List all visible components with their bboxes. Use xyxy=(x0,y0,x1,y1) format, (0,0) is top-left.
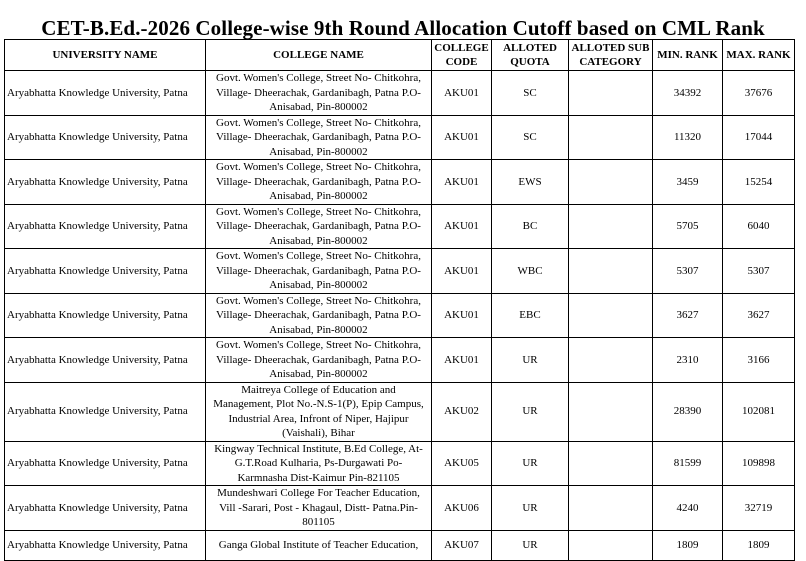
header-max-rank: MAX. RANK xyxy=(723,40,795,71)
alloted-sub-category-cell xyxy=(569,441,653,486)
alloted-quota-cell: EWS xyxy=(492,160,569,205)
max-rank-cell: 37676 xyxy=(723,71,795,116)
college-name-line: Govt. Women's College, Street No- Chitkohra, xyxy=(216,161,421,173)
college-code-cell: AKU01 xyxy=(432,160,492,205)
college-name-cell xyxy=(206,441,432,486)
college-name-cell xyxy=(206,486,432,531)
college-name-line: Anisabad, Pin-800002 xyxy=(269,323,368,336)
table-row xyxy=(5,338,795,383)
min-rank-cell: 3459 xyxy=(653,160,723,205)
college-name-line: Kingway Technical Institute, B.Ed College, At- xyxy=(214,442,423,455)
min-rank-cell: 5705 xyxy=(653,204,723,249)
table-row xyxy=(5,204,795,249)
max-rank-cell: 5307 xyxy=(723,249,795,294)
college-name-line: Anisabad, Pin-800002 xyxy=(269,234,368,247)
alloted-quota-cell: UR xyxy=(492,530,569,560)
alloted-sub-category-cell xyxy=(569,382,653,441)
page-title: CET-B.Ed.-2026 College-wise 9th Round Allocation Cutoff based on CML Rank xyxy=(41,16,765,40)
max-rank-cell: 15254 xyxy=(723,160,795,205)
min-rank-cell: 1809 xyxy=(653,530,723,560)
university-cell: Aryabhatta Knowledge University, Patna xyxy=(5,338,206,383)
college-name-line: Govt. Women's College, Street No- Chitkohra, xyxy=(216,339,421,351)
university-cell: Aryabhatta Knowledge University, Patna xyxy=(5,249,206,294)
table-row xyxy=(5,71,795,116)
alloted-quota-cell: WBC xyxy=(492,249,569,294)
university-cell: Aryabhatta Knowledge University, Patna xyxy=(5,441,206,486)
table-row xyxy=(5,293,795,338)
alloted-sub-category-cell xyxy=(569,293,653,338)
university-cell: Aryabhatta Knowledge University, Patna xyxy=(5,160,206,205)
college-name-line: Ganga Global Institute of Teacher Education, xyxy=(218,538,419,551)
college-name-line: Govt. Women's College, Street No- Chitkohra, xyxy=(216,72,421,84)
max-rank-cell: 6040 xyxy=(723,204,795,249)
alloted-quota-cell: SC xyxy=(492,115,569,160)
college-name-line: (Vaishali), Bihar xyxy=(282,427,355,439)
min-rank-cell: 28390 xyxy=(653,382,723,441)
college-name-cell xyxy=(206,160,432,205)
college-name-line: Mundeshwari College For Teacher Education, xyxy=(217,487,420,499)
college-name-line: Anisabad, Pin-800002 xyxy=(269,145,368,158)
alloted-sub-category-cell xyxy=(569,71,653,116)
college-name-line: G.T.Road Kulharia, Ps-Durgawati Po- xyxy=(234,457,403,469)
alloted-quota-cell: UR xyxy=(492,338,569,383)
alloted-quota-cell: UR xyxy=(492,441,569,486)
college-name-line: Vill -Sarari, Post - Khagaul, Distt- Patna.Pin- xyxy=(219,501,418,514)
header-university: UNIVERSITY NAME xyxy=(5,40,206,71)
alloted-quota-cell: BC xyxy=(492,204,569,249)
college-name-line: Anisabad, Pin-800002 xyxy=(269,279,368,291)
college-name-cell xyxy=(206,71,432,116)
college-code-cell: AKU01 xyxy=(432,249,492,294)
table-body xyxy=(5,71,795,561)
university-cell: Aryabhatta Knowledge University, Patna xyxy=(5,530,206,560)
college-name-line: Anisabad, Pin-800002 xyxy=(269,101,368,113)
college-code-cell: AKU01 xyxy=(432,338,492,383)
college-name-line: Village- Dheerachak, Gardanibagh, Patna P.O- xyxy=(216,220,421,232)
college-name-line: Govt. Women's College, Street No- Chitkohra, xyxy=(216,205,421,218)
alloted-sub-category-cell xyxy=(569,486,653,531)
min-rank-cell: 11320 xyxy=(653,115,723,160)
min-rank-cell: 2310 xyxy=(653,338,723,383)
college-name-cell xyxy=(206,204,432,249)
max-rank-cell: 32719 xyxy=(723,486,795,531)
university-cell: Aryabhatta Knowledge University, Patna xyxy=(5,382,206,441)
max-rank-cell: 17044 xyxy=(723,115,795,160)
min-rank-cell: 34392 xyxy=(653,71,723,116)
college-name-cell xyxy=(206,115,432,160)
college-name-cell xyxy=(206,249,432,294)
college-name-line: Village- Dheerachak, Gardanibagh, Patna P.O- xyxy=(216,264,421,277)
header-min-rank: MIN. RANK xyxy=(653,40,723,71)
college-name-line: Karmnasha Dist-Kaimur Pin-821105 xyxy=(237,471,400,484)
college-name-line: 801105 xyxy=(302,516,335,528)
alloted-sub-category-cell xyxy=(569,249,653,294)
college-name-line: Village- Dheerachak, Gardanibagh, Patna P.O- xyxy=(216,175,421,188)
min-rank-cell: 5307 xyxy=(653,249,723,294)
college-code-cell: AKU01 xyxy=(432,204,492,249)
alloted-sub-category-cell xyxy=(569,115,653,160)
table-row xyxy=(5,160,795,205)
table-row xyxy=(5,441,795,486)
min-rank-cell: 4240 xyxy=(653,486,723,531)
table-row xyxy=(5,249,795,294)
college-name-line: Village- Dheerachak, Gardanibagh, Patna P.O- xyxy=(216,309,421,321)
alloted-quota-cell: SC xyxy=(492,71,569,116)
college-code-cell: AKU01 xyxy=(432,115,492,160)
header-alloted-quota: ALLOTED QUOTA xyxy=(492,40,569,71)
alloted-sub-category-cell xyxy=(569,204,653,249)
university-cell: Aryabhatta Knowledge University, Patna xyxy=(5,115,206,160)
college-name-line: Village- Dheerachak, Gardanibagh, Patna P.O- xyxy=(216,131,421,143)
alloted-sub-category-cell xyxy=(569,160,653,205)
college-code-cell: AKU02 xyxy=(432,382,492,441)
college-name-line: Govt. Women's College, Street No- Chitkohra, xyxy=(216,116,421,129)
college-name-cell xyxy=(206,382,432,441)
table-row xyxy=(5,382,795,441)
alloted-quota-cell: UR xyxy=(492,382,569,441)
table-header xyxy=(5,40,795,71)
alloted-sub-category-cell xyxy=(569,530,653,560)
header-college: COLLEGE NAME xyxy=(206,40,432,71)
college-name-line: Govt. Women's College, Street No- Chitkohra, xyxy=(216,250,421,262)
college-name-cell xyxy=(206,530,432,560)
table-row xyxy=(5,530,795,560)
college-name-cell xyxy=(206,293,432,338)
college-name-cell xyxy=(206,338,432,383)
college-code-cell: AKU05 xyxy=(432,441,492,486)
college-name-line: Maitreya College of Education and xyxy=(241,383,396,396)
max-rank-cell: 1809 xyxy=(723,530,795,560)
header-college-code: COLLEGE CODE xyxy=(432,40,492,71)
university-cell: Aryabhatta Knowledge University, Patna xyxy=(5,204,206,249)
college-name-line: Management, Plot No.-N.S-1(P), Epip Campus, xyxy=(213,398,424,410)
header-alloted-sub-category: ALLOTED SUB CATEGORY xyxy=(569,40,653,71)
table-row xyxy=(5,115,795,160)
college-name-line: Village- Dheerachak, Gardanibagh, Patna P.O- xyxy=(216,353,421,366)
min-rank-cell: 3627 xyxy=(653,293,723,338)
college-name-line: Village- Dheerachak, Gardanibagh, Patna P.O- xyxy=(216,86,421,99)
table-row xyxy=(5,486,795,531)
alloted-quota-cell: EBC xyxy=(492,293,569,338)
college-code-cell: AKU07 xyxy=(432,530,492,560)
min-rank-cell: 81599 xyxy=(653,441,723,486)
college-code-cell: AKU06 xyxy=(432,486,492,531)
max-rank-cell: 3627 xyxy=(723,293,795,338)
cutoff-table xyxy=(4,39,795,561)
college-code-cell: AKU01 xyxy=(432,293,492,338)
college-name-line: Anisabad, Pin-800002 xyxy=(269,190,368,202)
college-name-line: Anisabad, Pin-800002 xyxy=(269,368,368,380)
university-cell: Aryabhatta Knowledge University, Patna xyxy=(5,71,206,116)
alloted-quota-cell: UR xyxy=(492,486,569,531)
alloted-sub-category-cell xyxy=(569,338,653,383)
max-rank-cell: 109898 xyxy=(723,441,795,486)
college-name-line: Industrial Area, Infront of Niper, Hajipur xyxy=(228,412,409,425)
college-name-line: Govt. Women's College, Street No- Chitkohra, xyxy=(216,294,421,307)
max-rank-cell: 102081 xyxy=(723,382,795,441)
college-code-cell: AKU01 xyxy=(432,71,492,116)
university-cell: Aryabhatta Knowledge University, Patna xyxy=(5,486,206,531)
university-cell: Aryabhatta Knowledge University, Patna xyxy=(5,293,206,338)
max-rank-cell: 3166 xyxy=(723,338,795,383)
